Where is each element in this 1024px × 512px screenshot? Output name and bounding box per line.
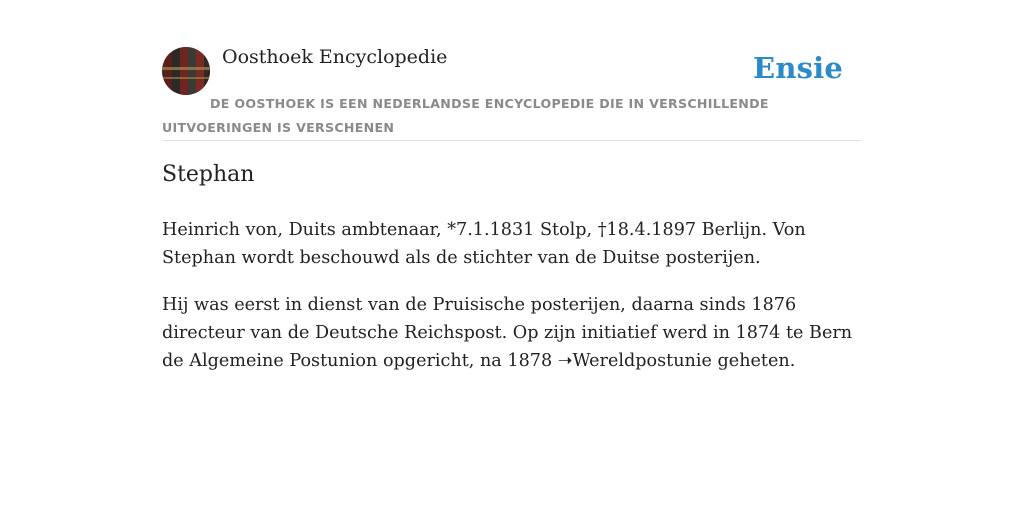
site-tagline: DE OOSTHOEK IS EEN NEDERLANDSE ENCYCLOPEDIE DIE IN VERSCHILLENDE UITVOERINGEN IS VERSCHENEN [162,96,769,135]
article-paragraph [162,291,862,375]
article-paragraph: Heinrich von, Duits ambtenaar, *7.1.1831 Stolp, †18.4.1897 Berlijn. Von Stephan wordt beschouwd als de stichter van de Duitse posterijen. [162,220,806,268]
article-body [162,216,862,394]
site-name[interactable]: Oosthoek Encyclopedie [222,46,448,68]
page [162,0,862,371]
site-header [162,0,862,141]
paragraph-text: geheten. [711,351,796,371]
book-spines-icon[interactable] [162,47,210,95]
article-title: Stephan [162,162,255,187]
wereldpostunie-link[interactable]: ➝Wereldpostunie [557,351,712,371]
paragraph-text: Hij was eerst in dienst van de Pruisische posterijen, daarna sinds 1876 directeur van de Deutsche Reichspost. Op zijn initiatief werd in 1874 te Bern de Algemeine Postunion opgericht, na 1878 [162,295,853,371]
brand-logo-link[interactable]: Ensie [753,51,843,85]
